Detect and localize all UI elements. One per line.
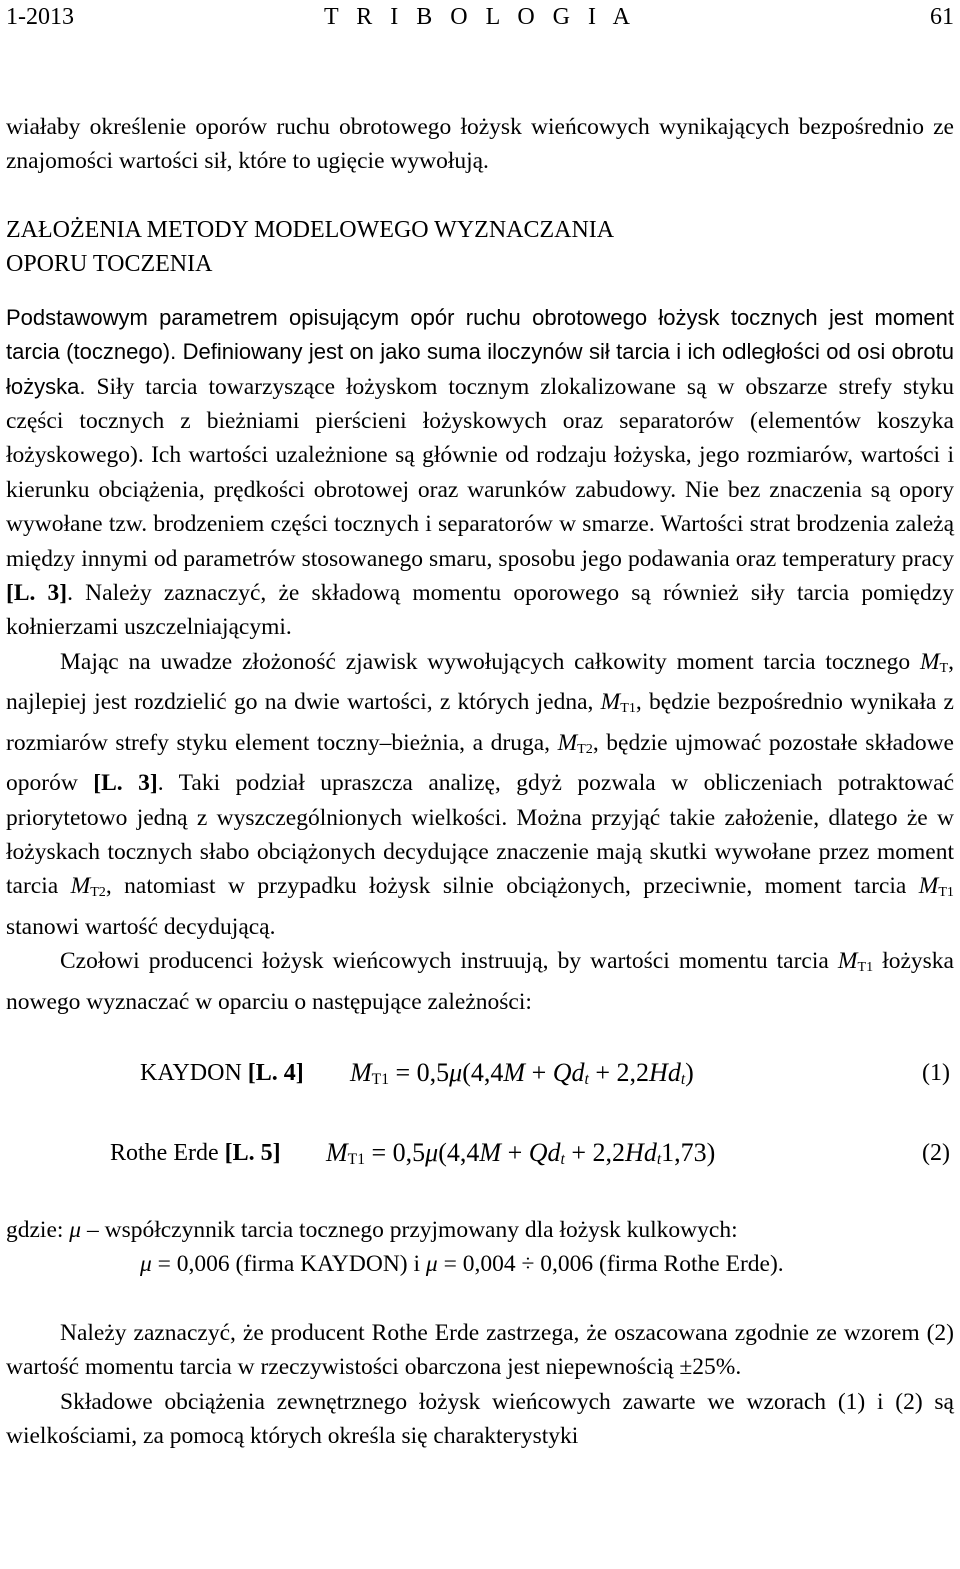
symbol-mu: μ [69,1216,82,1243]
symbol-definitions: gdzie: μ – współczynnik tarcia tocznego przyjmowany dla łożysk kulkowych: μ = 0,006 (firma KAYDON) i μ = 0,004 ÷ 0,006 (firma Rothe Erde). [6,1216,784,1278]
equation-1 [6,1053,954,1093]
paragraph-1-tail: . Należy zaznaczyć, że składową momentu oporowego są również siły tarcia pomiędzy kołnierzami uszczelniającymi. [6,580,954,641]
page-body [6,110,954,1453]
equation-1-formula: $M_{T1} = 0,5\mu(4,4M + Qd_t + 2,2Hd_t)$ [350,1057,694,1088]
equation-2-label: Rothe Erde [L. 5] [110,1139,281,1166]
paragraph-3: Czołowi producenci łożysk wieńcowych instruują, by wartości momentu tarcia $M_{T1}$ łożyska nowego wyznaczać w oparciu o następujące zależności: [6,948,954,1015]
symbol-M: M [70,873,91,900]
equation-2-number: (2) [922,1139,950,1166]
equations [6,1053,954,1173]
symbol-M: M [600,689,621,716]
symbol-M: M [557,729,578,756]
section-heading [6,213,954,281]
mu-values: μ = 0,006 (firma KAYDON) i μ = 0,004 ÷ 0,006 (firma Rothe Erde). [140,1251,784,1278]
paragraph-1-serif: Siły tarcia towarzyszące łożyskom tocznym zlokalizowane są w obszarze strefy styku części tocznych z bieżniami pierścieni łożyskowych oraz separatorów (elementów koszyka łożyskowego). Ich wartości uzależnione są głównie od rodzaju łożyska, jego rozmiarów, wartości i kierunku obciążenia, prędkości obrotowej oraz warunków zabudowy. Nie bez znaczenia są opory wywołane tzw. brodzeniem części tocznych i separatorów w smarze. Wartości strat brodzenia zależą między innymi od parametrów stosowanego smaru, sposobu jego podawania oraz temperatury pracy [6,373,954,572]
reference-l3: [L. 3] [93,770,158,797]
paragraph-intro: wiałaby określenie oporów ruchu obrotowego łożysk wieńcowych wynikających bezpośrednio ze znajomości wartości sił, które to ugięcie wywołują. [6,114,954,175]
paragraph-1-sans: Podstawowym parametrem opisującym opór ruchu obrotowego łożysk tocznych jest moment tarcia (tocznego). Definiowany jest on jako suma iloczynów sił tarcia i ich odległości od osi obrotu łożyska. [6,304,954,399]
journal-issue: 1-2013 [6,4,74,30]
symbol-M: M [918,873,939,900]
paragraph-1 [6,301,954,645]
equation-1-number: (1) [922,1059,950,1086]
journal-title: T R I B O L O G I A [324,4,636,30]
page-number: 61 [930,4,954,30]
equation-2-formula: $M_{T1} = 0,5\mu(4,4M + Qd_t + 2,2Hd_t1,73)$ [326,1137,716,1168]
equation-1-label: KAYDON [L. 4] [140,1059,304,1086]
paragraph-2: Mając na uwadze złożoność zjawisk wywołujących całkowity moment tarcia tocznego $M_T$, najlepiej jest rozdzielić go na dwie wartości, z których jedna, $M_{T1}$, będzie bezpośrednio wynikała z rozmiarów strefy styku element toczny–bieżnia, a druga, $M_{T2}$, będzie ujmować pozostałe składowe oporów [L. 3]. Taki podział upraszcza analizę, gdyż pozwala w obliczeniach potraktować priorytetowo jedną z wyszczególnionych wielkości. Można przyjąć takie założenie, dlatego że w łożyskach tocznych słabo obciążonych decydujące znaczenie mają skutki wywołane przez moment tarcia $M_{T2}$, natomiast w przypadku łożysk silnie obciążonych, przeciwnie, moment tarcia $M_{T1}$ stanowi wartość decydującą. [6,648,955,940]
paragraph-4: Należy zaznaczyć, że producent Rothe Erde zastrzega, że oszacowana zgodnie ze wzorem (2) wartość momentu tarcia w rzeczywistości obarczona jest niepewnością ±25%. [6,1319,954,1381]
page-header [6,0,954,34]
equation-2 [6,1133,954,1173]
paragraph-5: Składowe obciążenia zewnętrznego łożysk wieńcowych zawarte we wzorach (1) i (2) są wielkościami, za pomocą których określa się charakterystyki [6,1388,954,1449]
symbol-M: M [919,648,940,675]
symbol-M: M [837,948,858,975]
heading-line-2: OPORU TOCZENIA [6,250,213,277]
heading-line-1: ZAŁOŻENIA METODY MODELOWEGO WYZNACZANIA [6,216,615,243]
reference-l3: [L. 3] [6,580,68,607]
